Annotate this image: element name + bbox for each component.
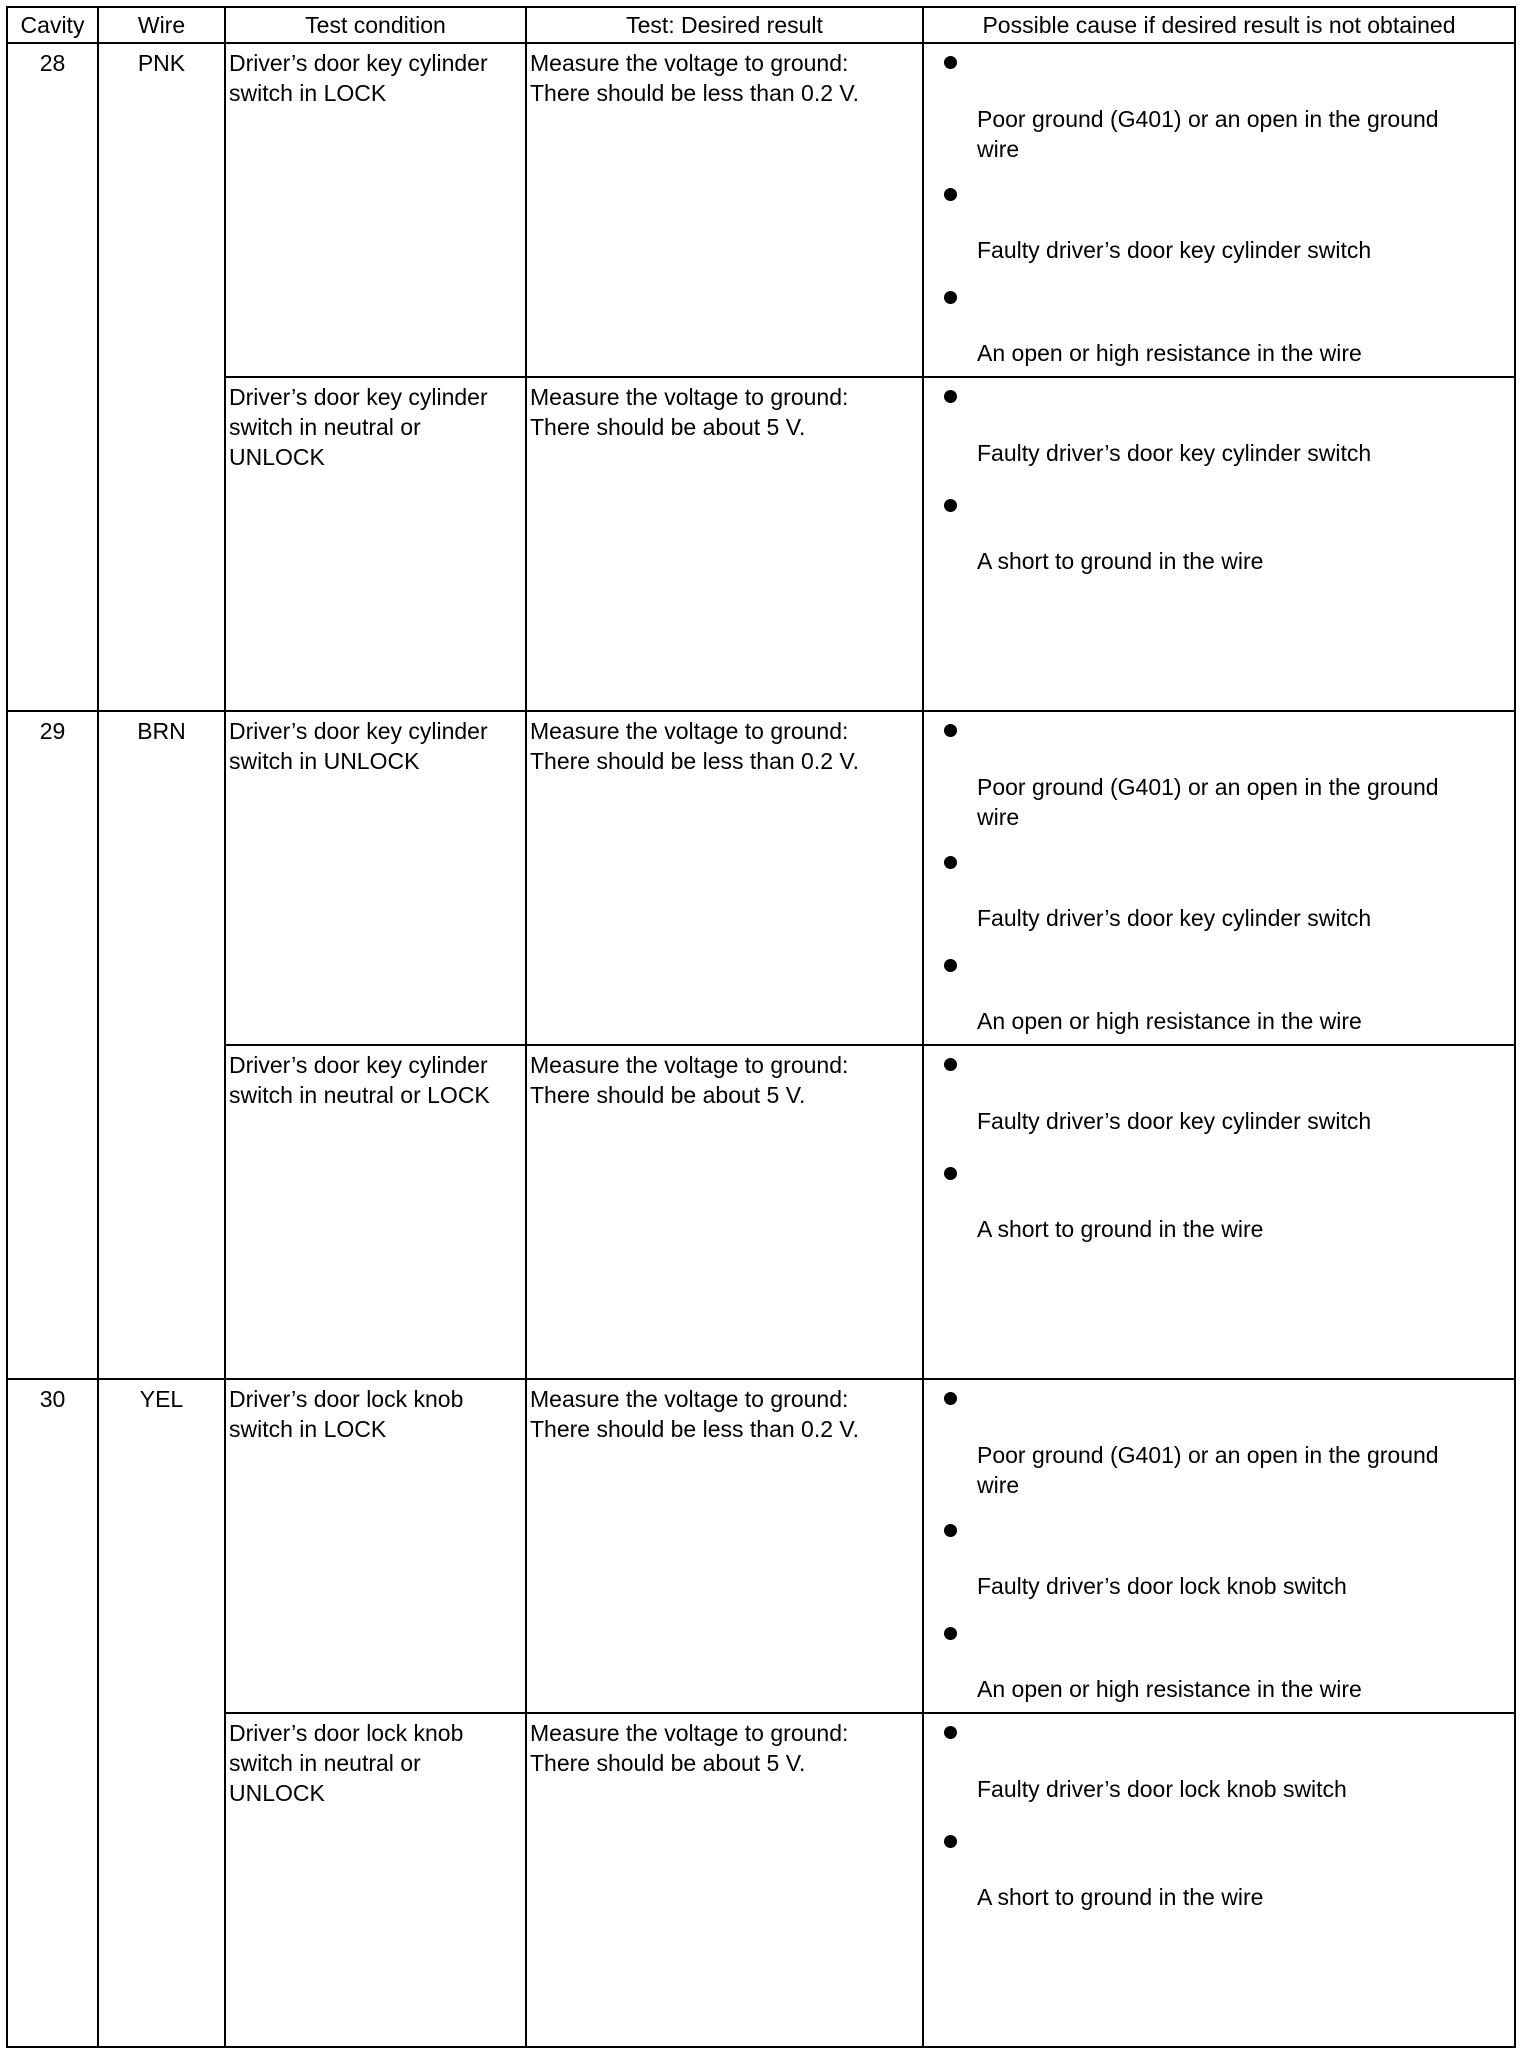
bullet-icon <box>944 291 957 304</box>
text-line: switch in LOCK <box>229 80 387 106</box>
text-line: There should be less than 0.2 V. <box>530 1416 860 1442</box>
cause-item <box>977 1882 1494 1912</box>
text-line: Measure the voltage to ground: <box>530 1052 849 1078</box>
possible-cause-cell <box>923 1713 1515 2047</box>
cause-item <box>977 546 1494 576</box>
bullet-icon <box>944 1058 957 1071</box>
bullet-icon <box>944 724 957 737</box>
text-line: There should be less than 0.2 V. <box>530 80 860 106</box>
text-line: There should be about 5 V. <box>530 1082 806 1108</box>
text-line: There should be less than 0.2 V. <box>530 748 860 774</box>
wire-cell: BRN <box>98 711 225 1379</box>
text-line: Driver’s door key cylinder <box>229 384 488 410</box>
desired-result-cell <box>526 1379 923 1713</box>
header-desired-result: Test: Desired result <box>526 7 923 43</box>
wire-cell: YEL <box>98 1379 225 2047</box>
text-line: Measure the voltage to ground: <box>530 50 849 76</box>
text-line: Faulty driver’s door key cylinder switch <box>977 905 1372 931</box>
desired-result-cell <box>526 1045 923 1379</box>
bullet-icon <box>944 1726 957 1739</box>
text-line: Poor ground (G401) or an open in the ground <box>977 774 1439 800</box>
cavity-cell: 29 <box>7 711 98 1379</box>
text-line: Faulty driver’s door key cylinder switch <box>977 1108 1372 1134</box>
bullet-icon <box>944 499 957 512</box>
desired-result-cell <box>526 43 923 377</box>
desired-result-cell <box>526 1713 923 2047</box>
header-test-condition: Test condition <box>225 7 526 43</box>
bullet-icon <box>944 1167 957 1180</box>
text-line: UNLOCK <box>229 1780 325 1806</box>
text-line: UNLOCK <box>229 444 325 470</box>
desired-result-cell <box>526 711 923 1045</box>
text-line: An open or high resistance in the wire <box>977 1676 1362 1702</box>
text-line: A short to ground in the wire <box>977 1884 1264 1910</box>
text-line: Poor ground (G401) or an open in the ground <box>977 1442 1439 1468</box>
possible-cause-cell <box>923 377 1515 711</box>
header-possible-cause: Possible cause if desired result is not obtained <box>923 7 1515 43</box>
table-body <box>7 43 1515 2047</box>
text-line: Driver’s door lock knob <box>229 1720 464 1746</box>
text-line: Measure the voltage to ground: <box>530 718 849 744</box>
cause-item <box>977 104 1494 164</box>
test-condition-cell <box>225 711 526 1045</box>
text-line: Faulty driver’s door lock knob switch <box>977 1573 1347 1599</box>
text-line: A short to ground in the wire <box>977 548 1264 574</box>
bullet-icon <box>944 856 957 869</box>
header-cavity: Cavity <box>7 7 98 43</box>
text-line: Driver’s door key cylinder <box>229 718 488 744</box>
table-row <box>7 377 1515 711</box>
cause-item <box>977 338 1494 368</box>
cavity-cell: 30 <box>7 1379 98 2047</box>
wire-cell: PNK <box>98 43 225 711</box>
test-condition-cell <box>225 1379 526 1713</box>
text-line: There should be about 5 V. <box>530 414 806 440</box>
cause-item <box>977 235 1494 265</box>
text-line: Measure the voltage to ground: <box>530 1386 849 1412</box>
text-line: Measure the voltage to ground: <box>530 384 849 410</box>
text-line: An open or high resistance in the wire <box>977 340 1362 366</box>
test-condition-cell <box>225 377 526 711</box>
bullet-icon <box>944 1524 957 1537</box>
cause-item <box>977 1440 1494 1500</box>
text-line: A short to ground in the wire <box>977 1216 1264 1242</box>
header-wire: Wire <box>98 7 225 43</box>
bullet-icon <box>944 1627 957 1640</box>
cause-item <box>977 1774 1494 1804</box>
cause-item <box>977 1214 1494 1244</box>
table-row <box>7 1045 1515 1379</box>
cause-item <box>977 1006 1494 1036</box>
text-line: switch in neutral or LOCK <box>229 1082 490 1108</box>
text-line: There should be about 5 V. <box>530 1750 806 1776</box>
text-line: An open or high resistance in the wire <box>977 1008 1362 1034</box>
bullet-icon <box>944 188 957 201</box>
text-line: switch in LOCK <box>229 1416 387 1442</box>
cause-item <box>977 1106 1494 1136</box>
bullet-icon <box>944 1835 957 1848</box>
possible-cause-cell <box>923 1045 1515 1379</box>
text-line: wire <box>977 136 1020 162</box>
text-line: switch in UNLOCK <box>229 748 420 774</box>
text-line: Driver’s door lock knob <box>229 1386 464 1412</box>
text-line: wire <box>977 804 1020 830</box>
possible-cause-cell <box>923 711 1515 1045</box>
cause-item <box>977 1571 1494 1601</box>
text-line: Faulty driver’s door key cylinder switch <box>977 440 1372 466</box>
text-line: Measure the voltage to ground: <box>530 1720 849 1746</box>
cause-item <box>977 438 1494 468</box>
cause-item <box>977 1674 1494 1704</box>
bullet-icon <box>944 1392 957 1405</box>
bullet-icon <box>944 56 957 69</box>
diagnostic-table <box>6 6 1516 2048</box>
table-row <box>7 711 1515 1045</box>
text-line: Driver’s door key cylinder <box>229 50 488 76</box>
text-line: wire <box>977 1472 1020 1498</box>
table-row <box>7 1713 1515 2047</box>
possible-cause-cell <box>923 1379 1515 1713</box>
cause-item <box>977 903 1494 933</box>
header-row <box>7 7 1515 43</box>
text-line: Poor ground (G401) or an open in the ground <box>977 106 1439 132</box>
text-line: Faulty driver’s door lock knob switch <box>977 1776 1347 1802</box>
test-condition-cell <box>225 43 526 377</box>
test-condition-cell <box>225 1713 526 2047</box>
possible-cause-cell <box>923 43 1515 377</box>
cause-item <box>977 772 1494 832</box>
desired-result-cell <box>526 377 923 711</box>
text-line: Faulty driver’s door key cylinder switch <box>977 237 1372 263</box>
table-row <box>7 1379 1515 1713</box>
text-line: Driver’s door key cylinder <box>229 1052 488 1078</box>
text-line: switch in neutral or <box>229 414 421 440</box>
bullet-icon <box>944 959 957 972</box>
table-row <box>7 43 1515 377</box>
text-line: switch in neutral or <box>229 1750 421 1776</box>
bullet-icon <box>944 390 957 403</box>
test-condition-cell <box>225 1045 526 1379</box>
cavity-cell: 28 <box>7 43 98 711</box>
